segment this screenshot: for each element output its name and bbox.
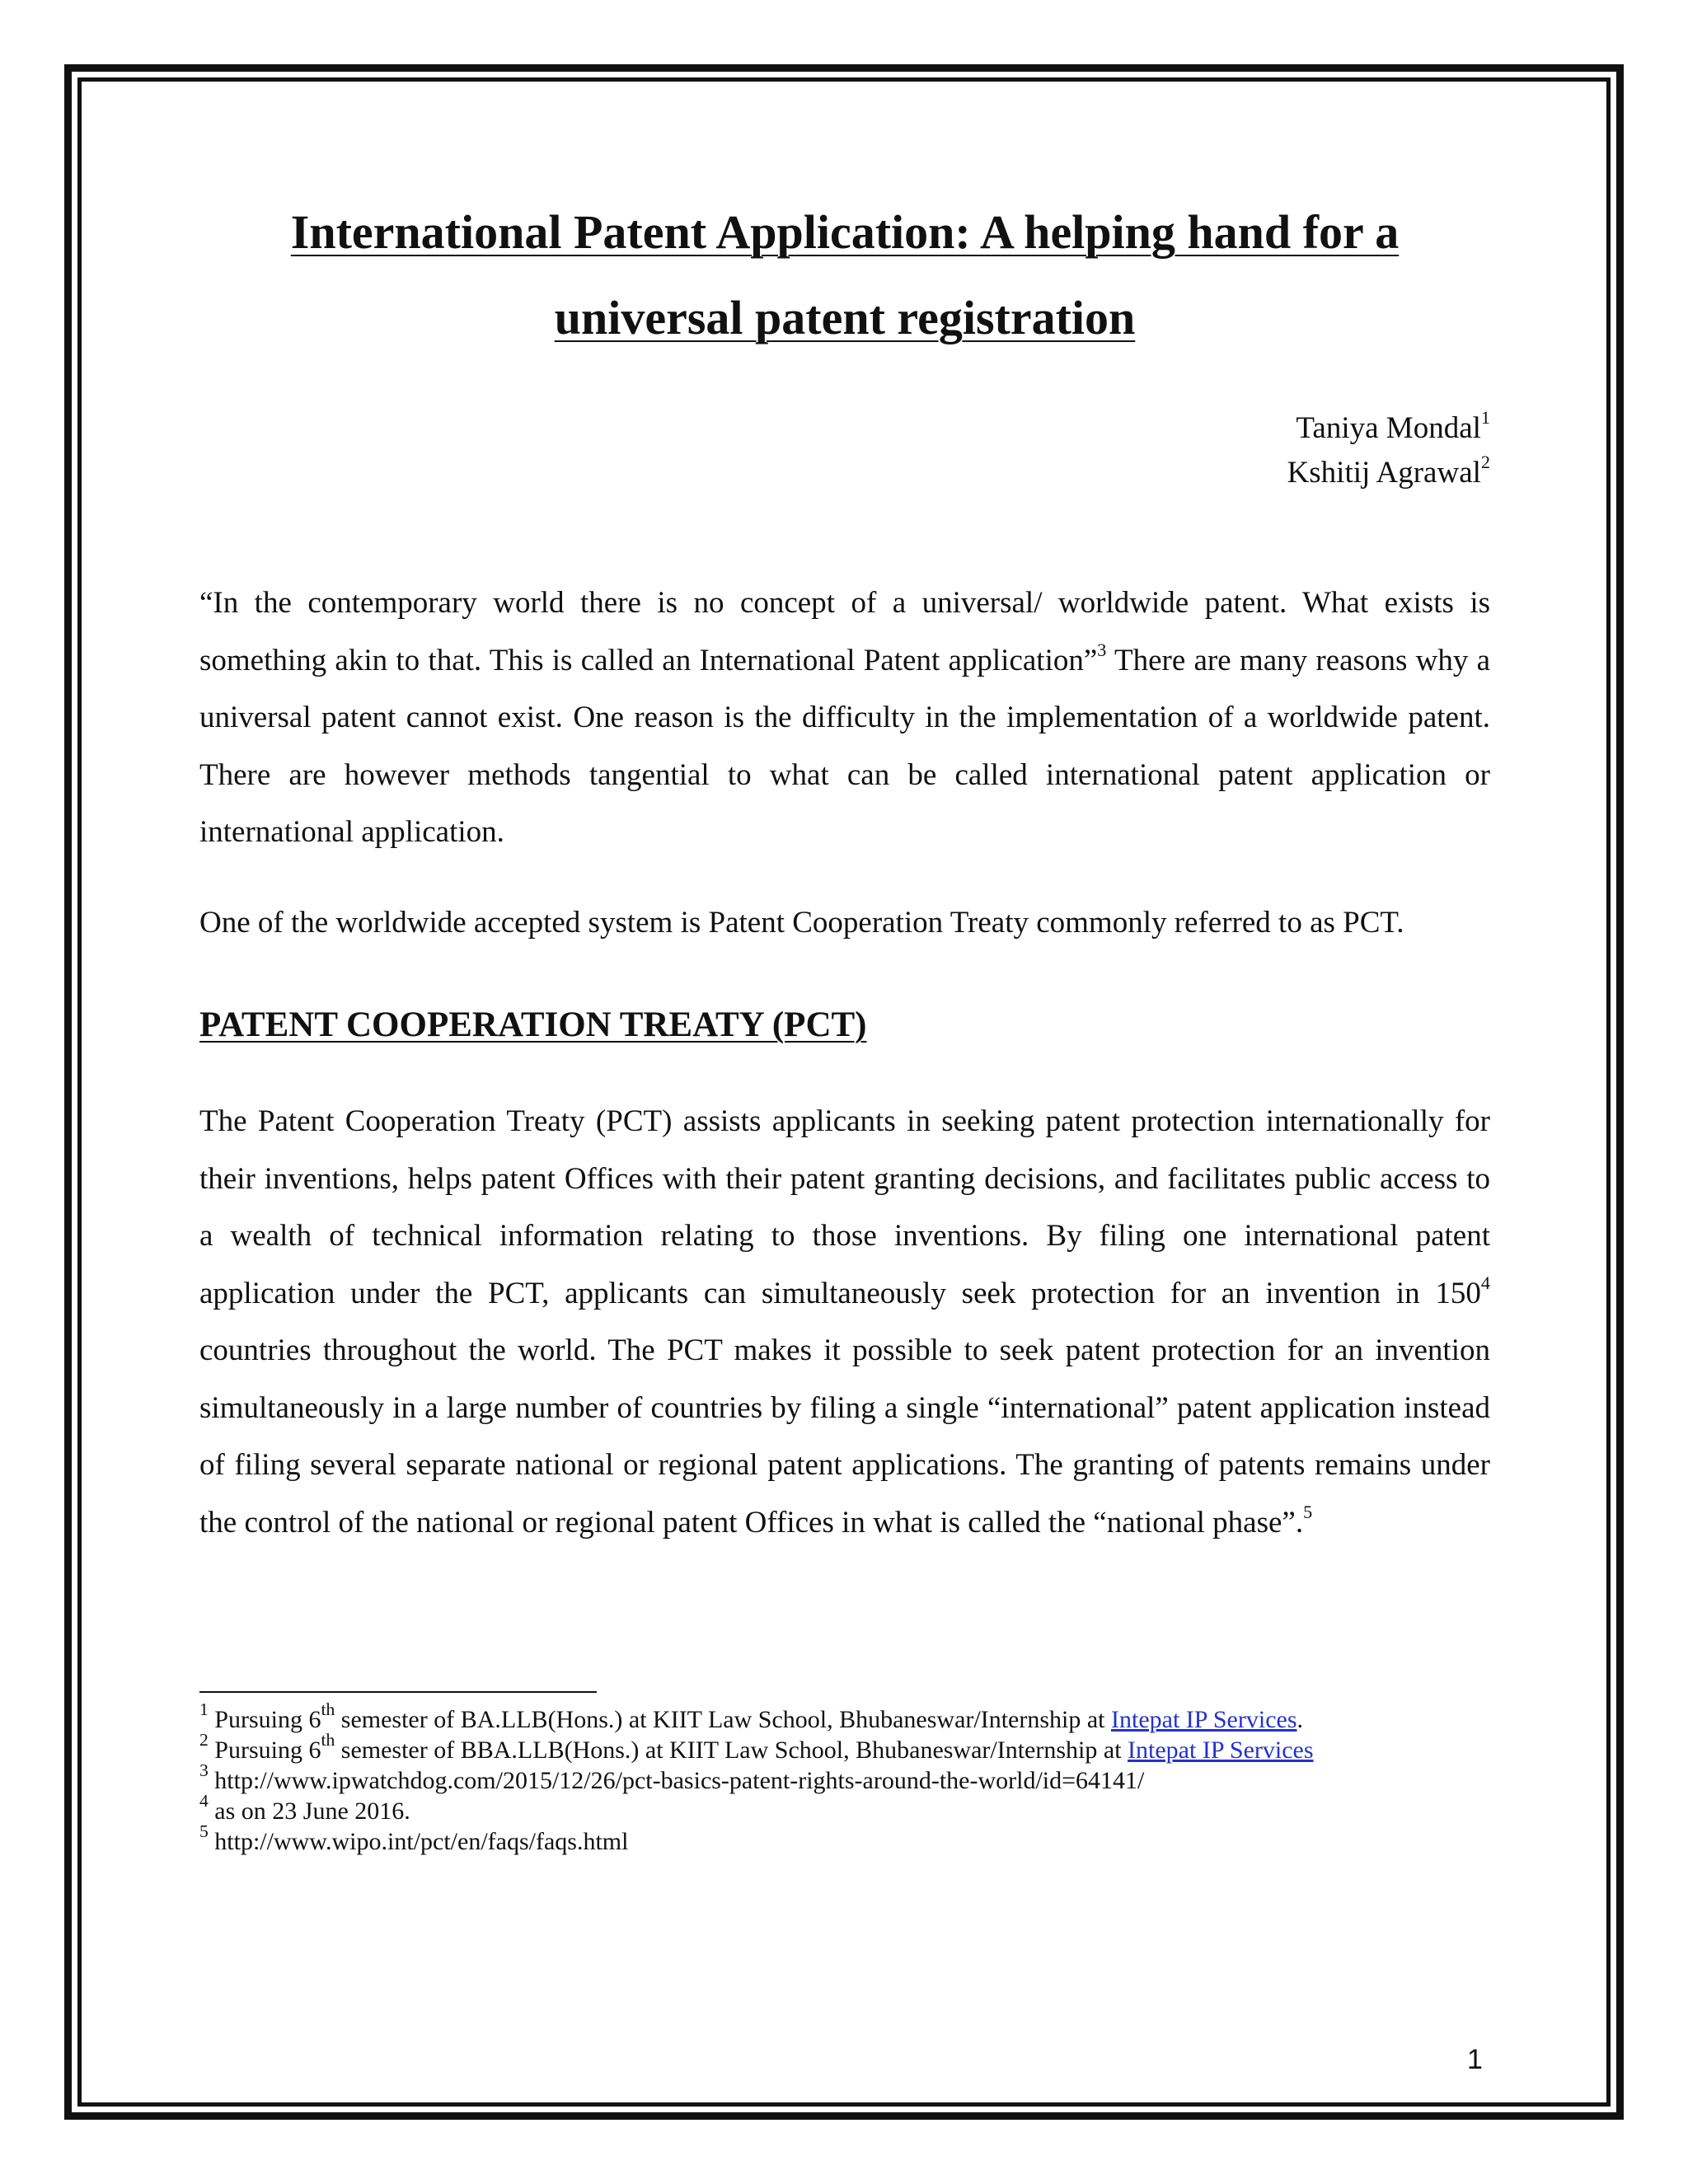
footnote-number: 3 — [199, 1760, 209, 1780]
footnote-2 — [199, 1729, 1490, 1765]
footnote-text: semester of BBA.LLB(Hons.) at KIIT Law School, Bhubaneswar/Internship at — [335, 1736, 1128, 1764]
footnote-4 — [199, 1790, 1490, 1826]
intepat-link[interactable]: Intepat IP Services — [1128, 1736, 1314, 1764]
pct-text-2: countries throughout the world. The PCT makes it possible to seek patent protection for an invention simultaneously in a large number of countries by filing a single “international” patent application instead of filing several separate national or regional patent applications. The granting of patents remains under the control of the national or regional patent Offices in what is called the “national phase”. — [199, 1333, 1490, 1540]
footnote-text: Pursuing 6 — [208, 1706, 321, 1733]
footnote-text: http://www.ipwatchdog.com/2015/12/26/pct-basics-patent-rights-around-the-world/id=64141/ — [208, 1767, 1145, 1794]
footnote-ref: 2 — [1480, 452, 1490, 473]
footnote-ref: 1 — [1480, 407, 1490, 429]
ordinal-suffix: th — [321, 1699, 335, 1719]
footnote-text: Pursuing 6 — [208, 1736, 321, 1764]
author-line — [199, 451, 1490, 495]
footnote-number: 5 — [199, 1821, 209, 1841]
author-name: Kshitij Agrawal — [1287, 456, 1481, 490]
intro-text-1: “In the contemporary world there is no concept of a universal/ worldwide patent. What exists is something akin to that. This is called an International Patent application” — [199, 586, 1490, 677]
footnote-3 — [199, 1760, 1490, 1796]
footnote-ref: 3 — [1097, 639, 1107, 660]
author-name: Taniya Mondal — [1296, 411, 1481, 445]
pct-intro-paragraph: One of the worldwide accepted system is Patent Cooperation Treaty commonly referred to as PCT. — [199, 905, 1404, 940]
footnotes — [199, 1699, 1490, 1857]
footnote-ref: 5 — [1303, 1501, 1313, 1522]
footnote-number: 4 — [199, 1790, 209, 1811]
section-heading: PATENT COOPERATION TREATY (PCT) — [199, 1005, 867, 1044]
document-title — [199, 190, 1490, 361]
footnote-5 — [199, 1821, 1490, 1857]
pct-paragraph — [199, 1093, 1490, 1551]
footnote-ref: 4 — [1480, 1272, 1490, 1293]
page-number: 1 — [1467, 2044, 1483, 2075]
document-body — [199, 190, 1490, 1857]
footnote-separator — [199, 1691, 597, 1693]
footnote-number: 2 — [199, 1729, 209, 1750]
pct-text-1: The Patent Cooperation Treaty (PCT) assists applicants in seeking patent protection internationally for their inventions, helps patent Offices with their patent granting decisions, and facilitates public access to a wealth of technical information relating to those inventions. By filing one international patent application under the PCT, applicants can simultaneously seek protection for an invention in 150 — [199, 1104, 1490, 1310]
author-block — [199, 406, 1490, 495]
footnote-text: semester of BA.LLB(Hons.) at KIIT Law School, Bhubaneswar/Internship at — [335, 1706, 1112, 1733]
footnote-text: as on 23 June 2016. — [208, 1797, 410, 1825]
footnote-1 — [199, 1699, 1490, 1735]
title-line-2: universal patent registration — [554, 291, 1136, 344]
title-line-1: International Patent Application: A helping hand for a — [290, 205, 1400, 259]
author-line — [199, 406, 1490, 451]
intro-text-2: There are many reasons why a universal patent cannot exist. One reason is the difficulty in the implementation of a worldwide patent. There are however methods tangential to what can be called international patent application or international application. — [199, 643, 1490, 849]
footnote-text: . — [1296, 1706, 1303, 1733]
footnote-number: 1 — [199, 1699, 209, 1719]
intro-paragraph — [199, 574, 1490, 861]
intepat-link[interactable]: Intepat IP Services — [1111, 1706, 1297, 1733]
footnote-text: http://www.wipo.int/pct/en/faqs/faqs.html — [208, 1828, 629, 1855]
ordinal-suffix: th — [321, 1729, 335, 1750]
